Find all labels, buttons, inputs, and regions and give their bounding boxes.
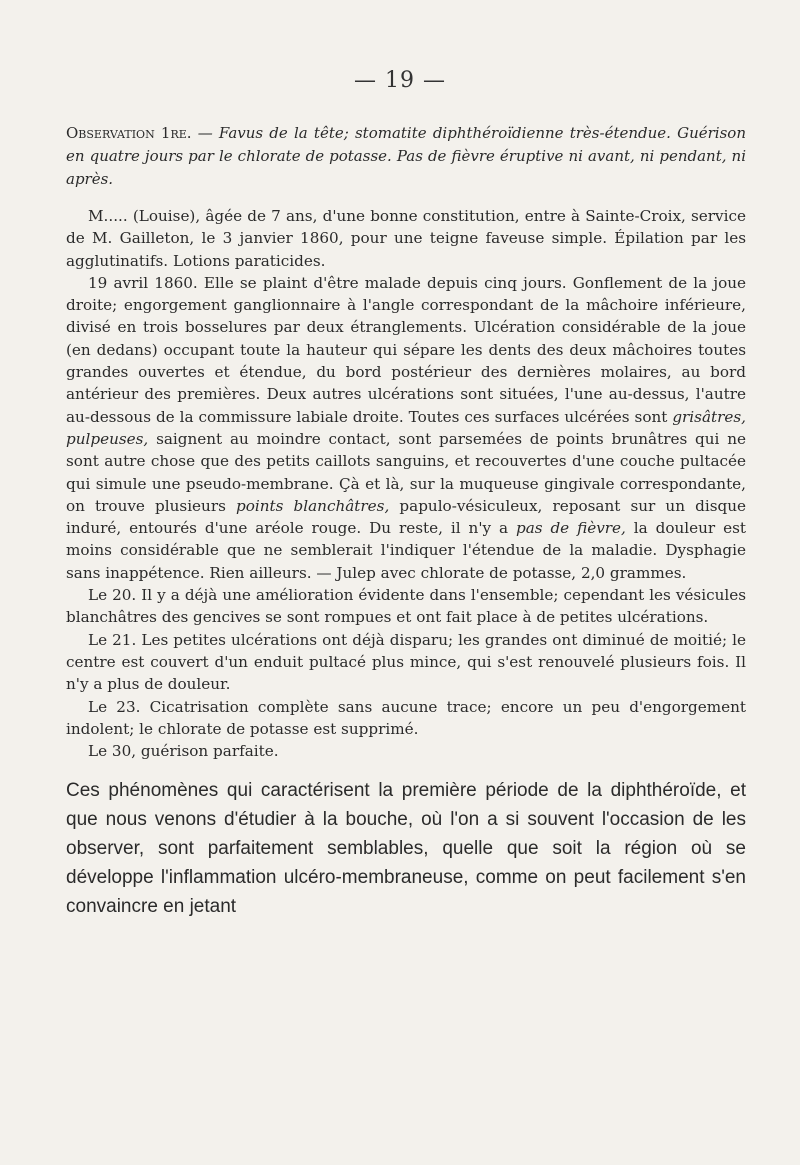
observation-title: — Favus de la tête; stomatite diphthéroïdienne très-étendue. Guérison en quatre jours par le chlorate de potasse. Pas de fièvre éruptive ni avant, ni pendant, ni après. bbox=[66, 124, 746, 188]
text-run: 19 avril 1860. Elle se plaint d'être malade depuis cinq jours. Gonflement de la joue droite; engorgement ganglionnaire à l'angle correspondant de la mâchoire inférieure, divisé en trois bosselures par deux étranglements. Ulcération considérable de la joue (en dedans) occupant toute la hauteur qui sépare les dents des deux mâchoires toutes grandes ouvertes et étendue, du bord postérieur des dernières molaires, au bord antérieur des premières. Deux autres ulcérations sont situées, l'une au-dessus, l'autre au-dessous de la commissure labiale droite. Toutes ces surfaces ulcérées sont bbox=[66, 273, 746, 426]
observation-label: Observation 1re. bbox=[66, 124, 192, 142]
text-run: la douleur est moins considérable que ne semblerait l'indiquer l'étendue de la maladie. Dysphagie sans inappétence. Rien ailleurs. — Julep avec chlorate de potasse, 2,0 grammes. bbox=[66, 519, 746, 582]
paragraph-april-19 bbox=[66, 272, 746, 584]
paragraph-day-30: Le 30, guérison parfaite. bbox=[88, 742, 279, 761]
text-run: papulo-vésiculeux, reposant sur un disque induré, entourés d'une aréole rouge. Du reste, il n'y a bbox=[66, 496, 746, 538]
italic-run: grisâtres, pulpeuses, bbox=[66, 407, 746, 448]
observation-heading bbox=[66, 122, 746, 191]
italic-run: points blanchâtres, bbox=[236, 496, 390, 515]
italic-run: pas de fièvre, bbox=[515, 519, 626, 538]
paragraph-conclusion: Ces phénomènes qui caractérisent la première période de la diphthéroïde, et que nous venons d'étudier à la bouche, où l'on a si souvent l'occasion de les observer, sont parfaitement semblables, quelle que soit la région où se développe l'inflammation ulcéro-membraneuse, comme on peut facilement s'en convaincre en jetant bbox=[66, 780, 746, 918]
paragraph-day-20: Le 20. Il y a déjà une amélioration évidente dans l'ensemble; cependant les vésicules blanchâtres des gencives se sont rompues et ont fait place à de petites ulcérations. bbox=[66, 586, 746, 627]
paragraph-day-23: Le 23. Cicatrisation complète sans aucune trace; encore un peu d'engorgement indolent; le chlorate de potasse est supprimé. bbox=[66, 697, 746, 738]
paragraph-day-21: Le 21. Les petites ulcérations ont déjà disparu; les grandes ont diminué de moitié; le centre est couvert d'un enduit pultacé plus mince, qui s'est renouvelé plusieurs fois. Il n'y a plus de douleur. bbox=[66, 630, 746, 694]
page-number: — 19 — bbox=[354, 68, 446, 93]
text-run: saignent au moindre contact, sont parsemées de points brunâtres qui ne sont autre chose que des petits caillots sanguins, et recouvertes d'une couche pultacée qui simule une pseudo-membrane. Çà et là, sur la muqueuse gingivale correspondante, on trouve plusieurs bbox=[66, 429, 746, 515]
paragraph-admission: M..... (Louise), âgée de 7 ans, d'une bonne constitution, entre à Sainte-Croix, service de M. Gailleton, le 3 janvier 1860, pour une teigne faveuse simple. Épilation par les agglutinatifs. Lotions paraticides. bbox=[66, 207, 746, 270]
page-body bbox=[66, 122, 746, 921]
